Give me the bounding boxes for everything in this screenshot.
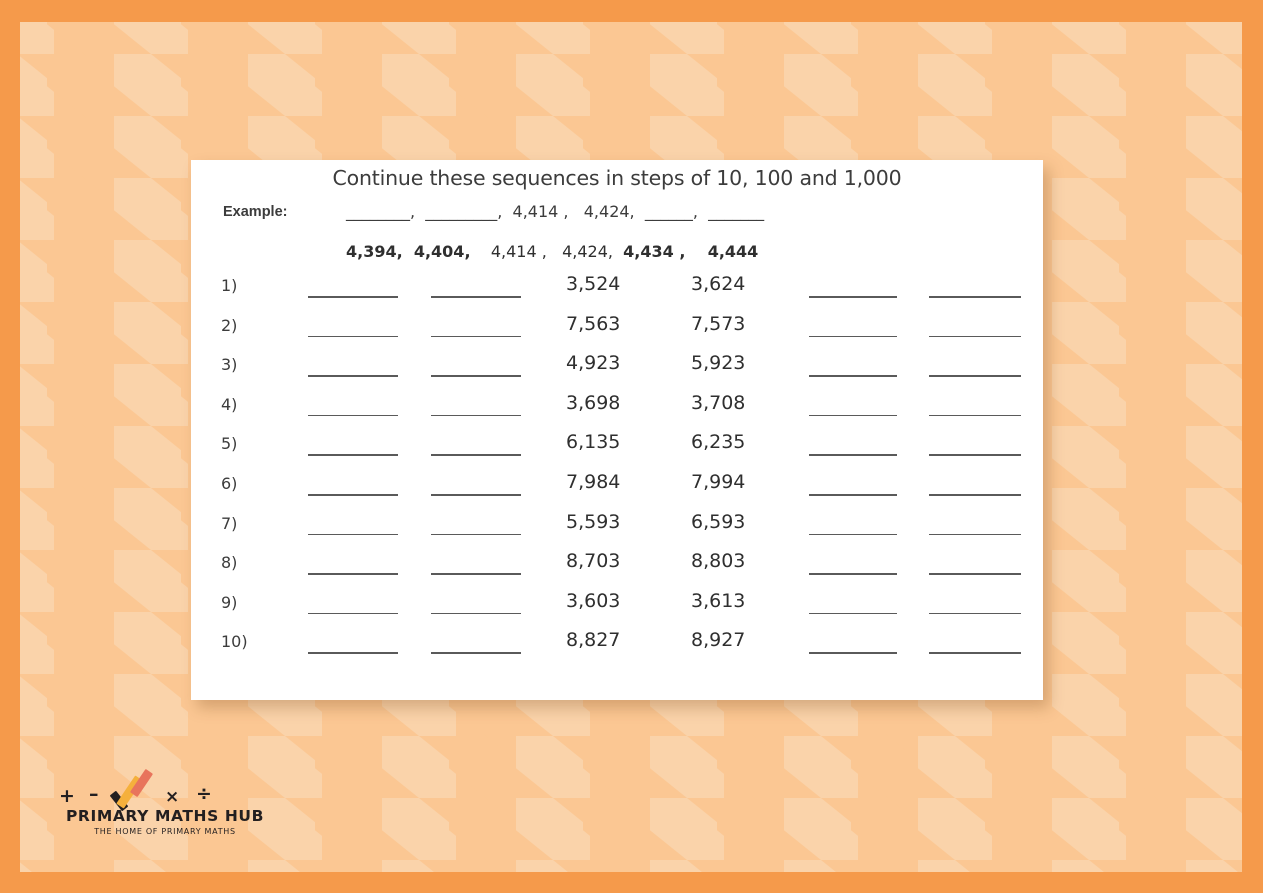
answer-blank[interactable]	[308, 573, 398, 575]
chevron-shape	[114, 240, 188, 302]
chevron-shape	[449, 22, 523, 54]
sequence-row	[191, 589, 1043, 629]
chevron-shape	[784, 860, 858, 872]
multiply-icon: ×	[165, 787, 180, 807]
sequence-row	[191, 430, 1043, 470]
chevron-shape	[918, 860, 992, 872]
chevron-shape	[1186, 860, 1242, 872]
answer-blank[interactable]	[431, 573, 521, 575]
chevron-shape	[1186, 674, 1242, 736]
chevron-shape	[583, 736, 657, 798]
chevron-shape	[47, 240, 121, 302]
chevron-shape	[650, 22, 724, 54]
chevron-shape	[47, 860, 121, 872]
row-number: 7)	[221, 513, 238, 533]
row-number: 3)	[221, 355, 238, 375]
given-value: 3,613	[691, 589, 746, 612]
chevron-shape	[47, 674, 121, 736]
answer-blank[interactable]	[431, 336, 521, 338]
chevron-shape	[851, 54, 925, 116]
given-value: 5,593	[566, 510, 621, 533]
logo-tagline: THE HOME OF PRIMARY MATHS	[94, 827, 236, 836]
chevron-shape	[918, 798, 992, 860]
chevron-shape	[784, 736, 858, 798]
chevron-shape	[114, 550, 188, 612]
chevron-shape	[784, 54, 858, 116]
answer-blank[interactable]	[431, 494, 521, 496]
sequence-rows	[191, 272, 1043, 668]
answer-blank[interactable]	[929, 494, 1021, 496]
logo-name: PRIMARY MATHS HUB	[65, 807, 265, 825]
chevron-shape	[1052, 426, 1126, 488]
chevron-shape	[47, 302, 121, 364]
answer-blank[interactable]	[809, 454, 897, 456]
answer-blank[interactable]	[929, 652, 1021, 654]
chevron-shape	[1119, 736, 1193, 798]
chevron-shape	[1052, 488, 1126, 550]
chevron-shape	[449, 736, 523, 798]
row-number: 1)	[221, 276, 238, 295]
answer-blank[interactable]	[809, 652, 897, 654]
chevron-shape	[583, 54, 657, 116]
chevron-shape	[650, 54, 724, 116]
chevron-shape	[315, 860, 389, 872]
chevron-shape	[1186, 116, 1242, 178]
checkmark-icon	[113, 769, 159, 811]
chevron-shape	[650, 798, 724, 860]
row-number: 9)	[221, 592, 238, 612]
chevron-shape	[985, 860, 1059, 872]
chevron-shape	[449, 798, 523, 860]
answer-blank[interactable]	[809, 613, 897, 615]
chevron-shape	[47, 54, 121, 116]
answer-blank[interactable]	[308, 336, 398, 338]
chevron-shape	[1052, 240, 1126, 302]
chevron-shape	[114, 22, 188, 54]
answer-blank[interactable]	[929, 454, 1021, 456]
answer-blank[interactable]	[308, 375, 398, 377]
chevron-shape	[114, 302, 188, 364]
chevron-shape	[181, 860, 255, 872]
chevron-shape	[114, 488, 188, 550]
chevron-shape	[114, 178, 188, 240]
chevron-shape	[382, 860, 456, 872]
chevron-shape	[516, 22, 590, 54]
chevron-row	[20, 22, 1242, 54]
chevron-shape	[717, 736, 791, 798]
answer-blank[interactable]	[431, 454, 521, 456]
chevron-shape	[1186, 178, 1242, 240]
chevron-shape	[985, 736, 1059, 798]
chevron-shape	[1052, 302, 1126, 364]
sequence-row	[191, 351, 1043, 391]
chevron-shape	[1119, 488, 1193, 550]
minus-icon: –	[89, 783, 99, 805]
chevron-shape	[851, 736, 925, 798]
answer-blank[interactable]	[929, 296, 1021, 298]
chevron-shape	[516, 860, 590, 872]
chevron-shape	[1052, 612, 1126, 674]
sequence-row	[191, 628, 1043, 668]
chevron-shape	[1119, 240, 1193, 302]
chevron-shape	[985, 54, 1059, 116]
chevron-shape	[1186, 240, 1242, 302]
example-answer-part: 4,394, 4,404,	[346, 242, 471, 261]
chevron-shape	[918, 54, 992, 116]
given-value: 5,923	[691, 352, 746, 375]
chevron-shape	[47, 612, 121, 674]
chevron-shape	[1119, 364, 1193, 426]
given-value: 3,708	[691, 391, 746, 414]
answer-blank[interactable]	[929, 375, 1021, 377]
chevron-shape	[248, 22, 322, 54]
chevron-shape	[248, 54, 322, 116]
chevron-shape	[717, 798, 791, 860]
chevron-shape	[382, 22, 456, 54]
row-number: 4)	[221, 394, 238, 414]
answer-blank[interactable]	[431, 534, 521, 536]
answer-blank[interactable]	[308, 415, 398, 417]
sequence-row	[191, 272, 1043, 312]
chevron-shape	[1119, 798, 1193, 860]
chevron-shape	[114, 612, 188, 674]
chevron-shape	[851, 860, 925, 872]
chevron-shape	[851, 22, 925, 54]
chevron-shape	[47, 488, 121, 550]
sequence-row	[191, 549, 1043, 589]
sequence-row	[191, 470, 1043, 510]
answer-blank[interactable]	[809, 415, 897, 417]
answer-blank[interactable]	[809, 534, 897, 536]
chevron-shape	[784, 798, 858, 860]
answer-blank[interactable]	[308, 652, 398, 654]
chevron-shape	[47, 178, 121, 240]
chevron-shape	[583, 860, 657, 872]
chevron-shape	[20, 22, 54, 54]
logo	[45, 755, 295, 850]
plus-icon: +	[59, 785, 75, 807]
given-value: 3,698	[566, 391, 621, 414]
chevron-shape	[1119, 860, 1193, 872]
chevron-shape	[382, 798, 456, 860]
answer-blank[interactable]	[308, 494, 398, 496]
chevron-shape	[717, 54, 791, 116]
chevron-shape	[985, 798, 1059, 860]
chevron-shape	[315, 736, 389, 798]
chevron-shape	[114, 426, 188, 488]
chevron-shape	[114, 54, 188, 116]
given-value: 8,803	[691, 550, 746, 573]
chevron-shape	[1186, 364, 1242, 426]
answer-blank[interactable]	[431, 415, 521, 417]
chevron-shape	[47, 116, 121, 178]
chevron-row	[20, 860, 1242, 872]
chevron-shape	[47, 364, 121, 426]
chevron-shape	[1119, 550, 1193, 612]
answer-blank[interactable]	[308, 454, 398, 456]
chevron-shape	[449, 54, 523, 116]
page-title: Continue these sequences in steps of 10, 100 and 1,000	[332, 166, 902, 190]
divide-icon: ÷	[196, 783, 212, 805]
sequence-row	[191, 510, 1043, 550]
given-value: 6,235	[691, 431, 746, 454]
given-value: 7,994	[691, 470, 746, 493]
chevron-shape	[1119, 178, 1193, 240]
chevron-shape	[181, 54, 255, 116]
chevron-shape	[1052, 364, 1126, 426]
answer-blank[interactable]	[809, 573, 897, 575]
answer-blank[interactable]	[308, 534, 398, 536]
chevron-shape	[315, 22, 389, 54]
chevron-shape	[1052, 674, 1126, 736]
chevron-shape	[47, 550, 121, 612]
chevron-shape	[382, 54, 456, 116]
chevron-shape	[114, 364, 188, 426]
chevron-shape	[248, 860, 322, 872]
answer-blank[interactable]	[929, 613, 1021, 615]
chevron-shape	[1186, 798, 1242, 860]
chevron-shape	[1186, 54, 1242, 116]
given-value: 7,984	[566, 470, 621, 493]
chevron-shape	[851, 798, 925, 860]
answer-blank[interactable]	[929, 415, 1021, 417]
chevron-shape	[918, 736, 992, 798]
example-answer-part: 4,414 , 4,424,	[470, 242, 624, 261]
row-number: 2)	[221, 315, 238, 335]
chevron-shape	[1052, 22, 1126, 54]
given-value: 7,563	[566, 312, 621, 335]
answer-blank[interactable]	[308, 296, 398, 298]
answer-blank[interactable]	[929, 534, 1021, 536]
given-value: 8,927	[691, 629, 746, 652]
chevron-shape	[1119, 302, 1193, 364]
chevron-shape	[114, 116, 188, 178]
chevron-shape	[114, 860, 188, 872]
chevron-shape	[1119, 22, 1193, 54]
chevron-shape	[1186, 302, 1242, 364]
chevron-shape	[1119, 54, 1193, 116]
chevron-shape	[1052, 116, 1126, 178]
chevron-shape	[717, 22, 791, 54]
row-number: 5)	[221, 434, 238, 454]
row-number: 10)	[221, 632, 248, 652]
chevron-shape	[1186, 736, 1242, 798]
chevron-shape	[516, 54, 590, 116]
answer-blank[interactable]	[431, 652, 521, 654]
chevron-shape	[784, 22, 858, 54]
answer-blank[interactable]	[809, 296, 897, 298]
chevron-shape	[315, 798, 389, 860]
row-number: 8)	[221, 553, 238, 573]
chevron-shape	[1052, 178, 1126, 240]
chevron-shape	[1052, 798, 1126, 860]
chevron-shape	[650, 860, 724, 872]
chevron-shape	[114, 674, 188, 736]
chevron-row	[20, 54, 1242, 116]
sequence-row	[191, 391, 1043, 431]
chevron-shape	[985, 22, 1059, 54]
chevron-shape	[1119, 426, 1193, 488]
worksheet-card	[191, 160, 1043, 700]
chevron-shape	[181, 22, 255, 54]
answer-blank[interactable]	[308, 613, 398, 615]
chevron-shape	[717, 860, 791, 872]
chevron-shape	[650, 736, 724, 798]
answer-blank[interactable]	[809, 336, 897, 338]
chevron-shape	[1052, 550, 1126, 612]
chevron-shape	[1052, 54, 1126, 116]
example-label: Example:	[223, 204, 288, 220]
row-number: 6)	[221, 473, 238, 493]
example-answer-part: 4,434 , 4,444	[623, 242, 759, 261]
given-value: 4,923	[566, 352, 621, 375]
sequence-row	[191, 312, 1043, 352]
chevron-shape	[47, 426, 121, 488]
example-answer	[346, 242, 758, 261]
chevron-shape	[1052, 860, 1126, 872]
given-value: 8,703	[566, 550, 621, 573]
chevron-shape	[1119, 612, 1193, 674]
chevron-shape	[449, 860, 523, 872]
given-value: 6,593	[691, 510, 746, 533]
answer-blank[interactable]	[809, 494, 897, 496]
example-question: ________, _________, 4,414 , 4,424, ______, _______	[346, 202, 765, 221]
chevron-shape	[1186, 488, 1242, 550]
given-value: 3,524	[566, 273, 621, 295]
given-value: 7,573	[691, 312, 746, 335]
chevron-shape	[918, 22, 992, 54]
chevron-shape	[382, 736, 456, 798]
given-value: 3,624	[691, 273, 746, 295]
answer-blank[interactable]	[431, 375, 521, 377]
logo-symbols	[53, 765, 273, 813]
given-value: 8,827	[566, 629, 621, 652]
chevron-shape	[1186, 426, 1242, 488]
chevron-shape	[583, 798, 657, 860]
given-value: 6,135	[566, 431, 621, 454]
chevron-shape	[1186, 550, 1242, 612]
answer-blank[interactable]	[929, 573, 1021, 575]
answer-blank[interactable]	[431, 296, 521, 298]
chevron-shape	[1186, 612, 1242, 674]
answer-blank[interactable]	[431, 613, 521, 615]
answer-blank[interactable]	[809, 375, 897, 377]
chevron-shape	[1052, 736, 1126, 798]
given-value: 3,603	[566, 589, 621, 612]
chevron-shape	[1119, 116, 1193, 178]
chevron-shape	[315, 54, 389, 116]
chevron-shape	[583, 22, 657, 54]
chevron-shape	[516, 736, 590, 798]
answer-blank[interactable]	[929, 336, 1021, 338]
chevron-shape	[1119, 674, 1193, 736]
chevron-shape	[47, 22, 121, 54]
chevron-shape	[516, 798, 590, 860]
chevron-shape	[1186, 22, 1242, 54]
